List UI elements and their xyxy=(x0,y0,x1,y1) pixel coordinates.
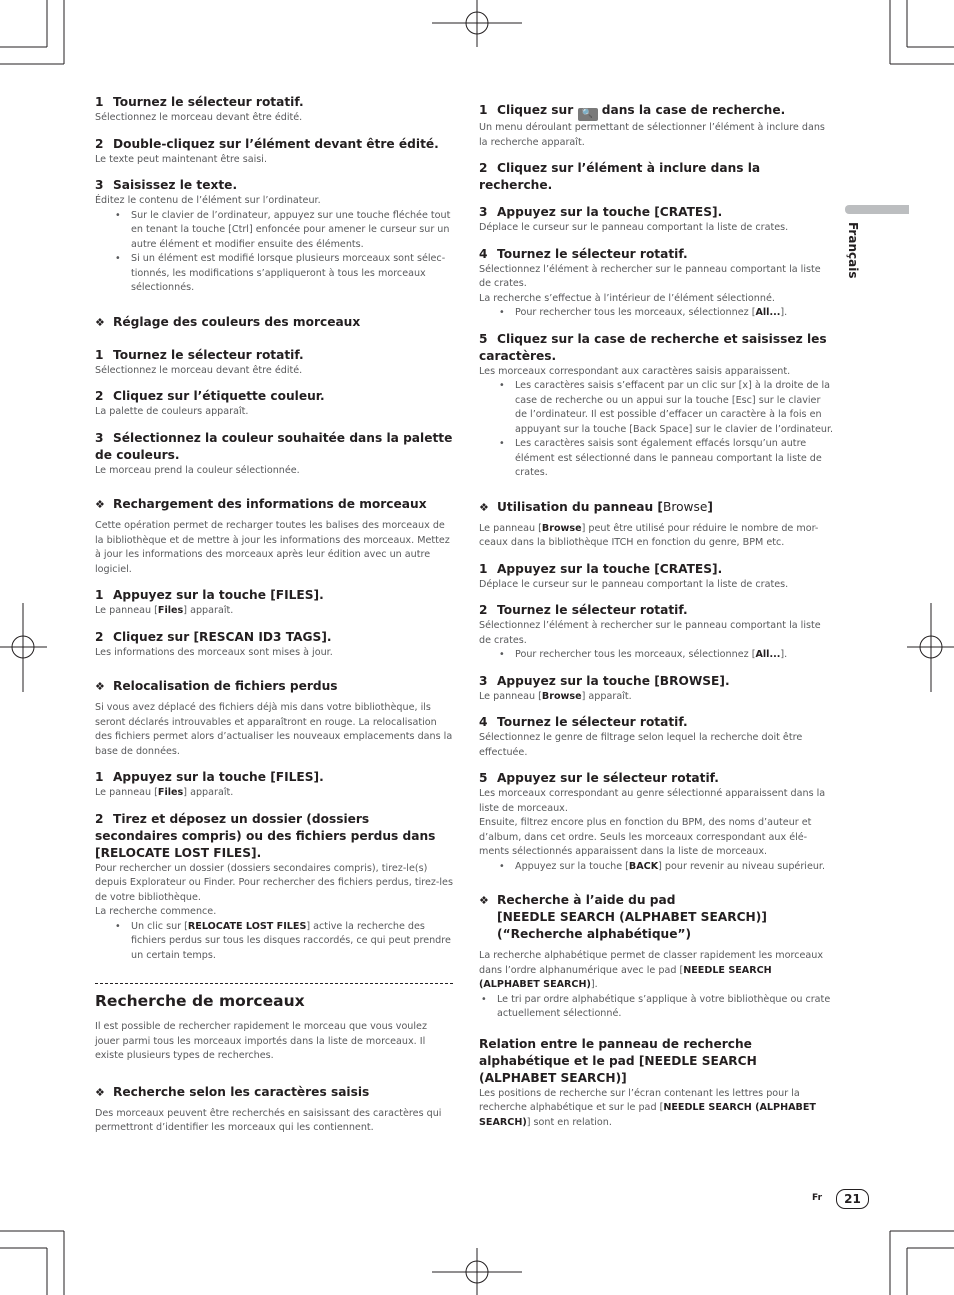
step-heading: 2 Double-cliquez sur l’élément devant être édité. xyxy=(95,136,439,151)
step-desc: Le panneau [Browse] apparaît. xyxy=(479,690,632,702)
step-desc: La palette de couleurs apparaît. xyxy=(95,406,249,417)
step-heading: 1 Cliquez sur 🔍 dans la case de recherche. xyxy=(479,103,786,119)
left-column xyxy=(95,92,453,1136)
step-desc: Le texte peut maintenant être saisi. xyxy=(95,153,267,165)
step-desc: Les informations des morceaux sont mises à jour. xyxy=(95,646,333,658)
step-heading: 2 Cliquez sur l’élément à inclure dans la recherche. xyxy=(479,161,761,192)
section-divider xyxy=(95,983,453,984)
bullet-list xyxy=(479,379,835,481)
bullet-item: • Si un élément est modifié lorsque plusieurs morceaux sont sélec-tionnés, les modifications s’appliqueront à tous les morceaux sélectionnés. xyxy=(131,252,453,296)
step-desc: Le panneau [Files] apparaît. xyxy=(95,605,234,616)
bullet-list xyxy=(479,648,835,663)
step-heading: 2 Tirez et déposez un dossier (dossiers secondaires compris) ou des fichiers perdus dans [RELOCATE LOST FILES]. xyxy=(95,811,436,860)
bullet-item: • Pour rechercher tous les morceaux, sélectionnez [All...]. xyxy=(515,306,835,321)
step-heading: 1 Tournez le sélecteur rotatif. xyxy=(95,347,304,362)
diamond-icon: ❖ xyxy=(95,498,105,511)
step-heading: 2 Cliquez sur [RESCAN ID3 TAGS]. xyxy=(95,629,332,644)
step-desc: Sélectionnez le genre de filtrage selon lequel la recherche doit être effectuée. xyxy=(479,732,803,758)
relation-heading: Relation entre le panneau de recherche alphabétique et le pad [NEEDLE SEARCH (ALPHABET SEARCH)] xyxy=(479,1036,757,1085)
step-desc: Pour rechercher un dossier (dossiers secondaires compris), tirez-le(s) depuis Explorateur ou Finder. Pour rechercher des fichiers perdus, tirez-les de votre bibliothèque. xyxy=(95,862,453,903)
section-heading: ❖ Réglage des couleurs des morceaux xyxy=(95,314,361,329)
bullet-item: • Les caractères saisis s’effacent par un clic sur [x] à la droite de la case de recherche ou un appui sur la touche [Esc] sur le clavier de l’ordinateur. Il est possible d’effacer un caractère à la fois en appuyant sur la touche [Back Space] sur le clavier de l’ordinateur. xyxy=(515,379,835,437)
bullet-list xyxy=(95,920,453,964)
step-desc: Le morceau prend la couleur sélectionnée. xyxy=(95,464,300,476)
step-heading: 2 Cliquez sur l’étiquette couleur. xyxy=(95,389,325,403)
step-desc: Sélectionnez le morceau devant être édité. xyxy=(95,364,303,376)
step-desc: Ensuite, filtrez encore plus en fonction du BPM, des noms d’auteur et d’album, dans cet ordre. Seuls les morceaux correspondant aux élé-ments sélectionnés apparaissent dans la liste de morceaux. xyxy=(479,817,812,857)
step-desc: Déplace le curseur sur le panneau comportant la liste de crates. xyxy=(479,222,789,233)
step-heading: 4 Tournez le sélecteur rotatif. xyxy=(479,246,688,261)
bullet-item: • Les caractères saisis sont également effacés lorsqu’un autre élément est sélectionné dans le panneau comportant la liste de crates. xyxy=(515,437,835,481)
section-heading: ❖ Recherche à l’aide du pad [NEEDLE SEARCH (ALPHABET SEARCH)] (“Recherche alphabétique”) xyxy=(479,893,767,941)
bullet-list xyxy=(479,993,835,1022)
paragraph: Des morceaux peuvent être recherchés en saisissant des caractères qui permettront d’identifier les morceaux qui les contiennent. xyxy=(95,1107,442,1133)
step-heading: 5 Cliquez sur la case de recherche et saisissez les caractères. xyxy=(479,331,827,363)
search-icon: 🔍 xyxy=(578,108,598,121)
step-heading: 3 Saisissez le texte. xyxy=(95,178,238,192)
step-desc: Les morceaux correspondant au genre sélectionné apparaissent dans la liste de morceaux. xyxy=(479,788,826,814)
step-desc: Sélectionnez le morceau devant être édité. xyxy=(95,112,303,123)
step-heading: 1 Appuyez sur la touche [FILES]. xyxy=(95,588,324,602)
section-heading: ❖ Relocalisation de fichiers perdus xyxy=(95,679,338,693)
diamond-icon: ❖ xyxy=(95,315,105,329)
paragraph: Les positions de recherche sur l’écran contenant les lettres pour la recherche alphabétique et sur le pad [NEEDLE SEARCH (ALPHABET SEARCH)] sont en relation. xyxy=(479,1087,816,1128)
bullet-list xyxy=(479,306,835,321)
paragraph: Il est possible de rechercher rapidement le morceau que vous voulez jouer parmi tous les morceaux importés dans la liste de morceaux. Il existe plusieurs types de recherches. xyxy=(95,1021,427,1061)
diamond-icon: ❖ xyxy=(95,680,105,693)
bullet-item: • Pour rechercher tous les morceaux, sélectionnez [All...]. xyxy=(515,648,835,663)
right-column xyxy=(479,92,835,1130)
step-heading: 5 Appuyez sur le sélecteur rotatif. xyxy=(479,771,719,785)
step-desc: Un menu déroulant permettant de sélectionner l’élément à inclure dans la recherche apparaît. xyxy=(479,122,825,148)
step-desc: La recherche commence. xyxy=(95,906,217,917)
paragraph: Si vous avez déplacé des fichiers déjà mis dans votre bibliothèque, ils seront déclarés introuvables et apparaîtront en rouge. La relocalisation des fichiers permet alors d’actualiser les nouveaux emplacements dans la base de données. xyxy=(95,702,453,757)
section-heading: ❖ Recherche selon les caractères saisis xyxy=(95,1084,370,1099)
diamond-icon: ❖ xyxy=(479,894,489,907)
paragraph: Cette opération permet de recharger toutes les balises des morceaux de la bibliothèque et de mettre à jour les informations des morceaux. Mettez à jour les informations des morceaux après leur édition avec un autre logiciel. xyxy=(95,520,450,575)
step-heading: 1 Tournez le sélecteur rotatif. xyxy=(95,95,304,109)
paragraph: Le panneau [Browse] peut être utilisé pour réduire le nombre de mor-ceaux dans la bibliothèque ITCH en fonction du genre, BPM etc. xyxy=(479,522,819,548)
section-heading: ❖ Utilisation du panneau [Browse] xyxy=(479,499,713,514)
page-number: 21 xyxy=(836,1189,869,1209)
step-heading: 2 Tournez le sélecteur rotatif. xyxy=(479,603,688,617)
step-desc: Déplace le curseur sur le panneau comportant la liste de crates. xyxy=(479,578,789,590)
step-desc: Sélectionnez l’élément à rechercher sur le panneau comportant la liste de crates. xyxy=(479,620,821,646)
diamond-icon: ❖ xyxy=(95,1085,105,1099)
bullet-item: • Sur le clavier de l’ordinateur, appuyez sur une touche fléchée tout en tenant la touche [Ctrl] enfoncée pour amener le curseur sur un autre élément et modifier ensuite des éléments. xyxy=(131,209,453,253)
section-title: Recherche de morceaux xyxy=(95,992,305,1010)
footer-language: Fr xyxy=(812,1193,823,1203)
step-heading: 3 Appuyez sur la touche [CRATES]. xyxy=(479,205,723,219)
bullet-list xyxy=(95,209,453,296)
step-desc: La recherche s’effectue à l’intérieur de l’élément sélectionné. xyxy=(479,292,775,304)
step-desc: Les morceaux correspondant aux caractères saisis apparaissent. xyxy=(479,365,791,377)
step-heading: 3 Sélectionnez la couleur souhaitée dans la palette de couleurs. xyxy=(95,430,453,462)
bullet-list xyxy=(479,860,835,875)
step-heading: 1 Appuyez sur la touche [CRATES]. xyxy=(479,561,723,576)
bullet-item: • Un clic sur [RELOCATE LOST FILES] active la recherche des fichiers perdus sur tous les disques raccordés, ce qui peut prendre un certain temps. xyxy=(131,920,453,964)
step-desc: Le panneau [Files] apparaît. xyxy=(95,787,234,798)
section-heading: ❖ Rechargement des informations de morceaux xyxy=(95,497,427,511)
bullet-item: • Appuyez sur la touche [BACK] pour revenir au niveau supérieur. xyxy=(515,860,835,875)
step-heading: 3 Appuyez sur la touche [BROWSE]. xyxy=(479,673,730,688)
step-heading: 1 Appuyez sur la touche [FILES]. xyxy=(95,770,324,784)
language-label: Français xyxy=(846,222,860,279)
diamond-icon: ❖ xyxy=(479,500,489,514)
step-heading: 4 Tournez le sélecteur rotatif. xyxy=(479,715,688,729)
step-desc: Éditez le contenu de l’élément sur l’ordinateur. xyxy=(95,195,321,206)
paragraph: La recherche alphabétique permet de classer rapidement les morceaux dans l’ordre alphanumérique avec le pad [NEEDLE SEARCH (ALPHABET SEARCH)]. xyxy=(479,950,824,990)
bullet-item: • Le tri par ordre alphabétique s’applique à votre bibliothèque ou crate actuellement sélectionné. xyxy=(497,993,835,1022)
language-tab xyxy=(845,205,909,214)
step-desc: Sélectionnez l’élément à rechercher sur le panneau comportant la liste de crates. xyxy=(479,263,821,289)
